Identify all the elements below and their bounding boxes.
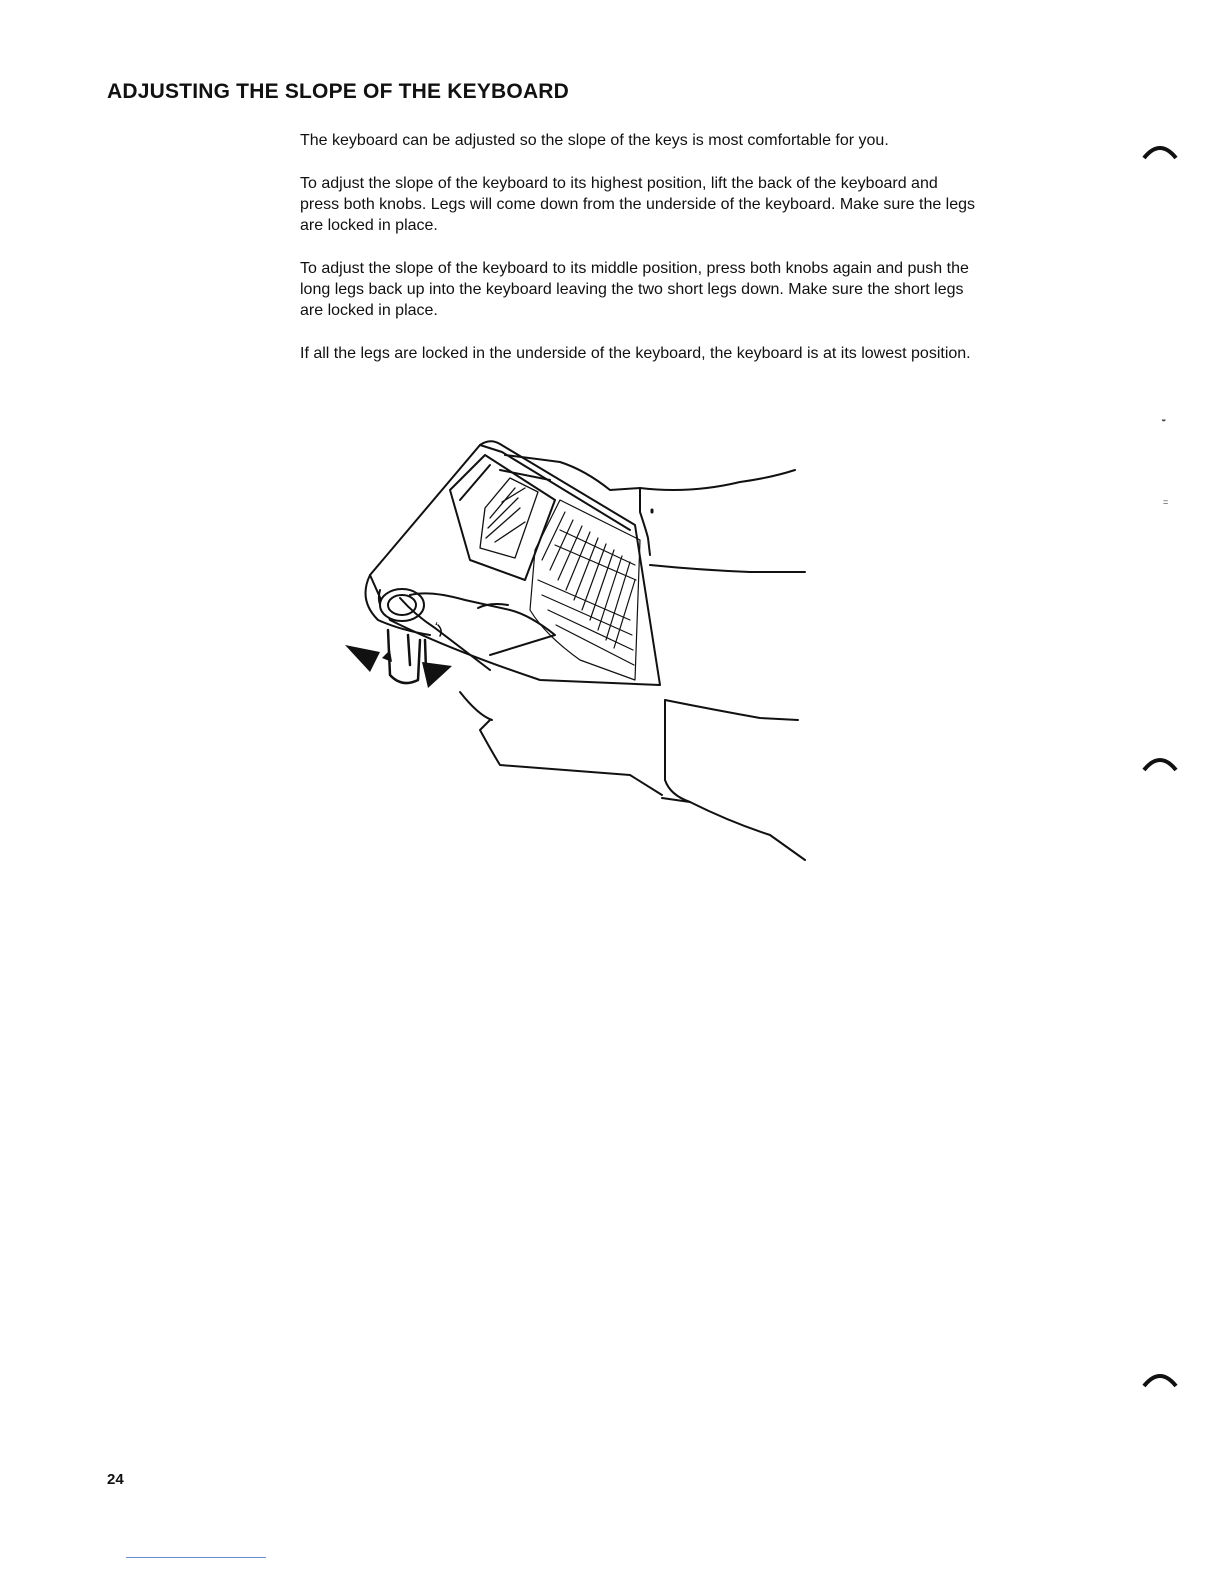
paragraph-highest-position: To adjust the slope of the keyboard to its highest position, lift the back of the keyboard and press both knobs. Legs will come down from the underside of the keyboard. Make sure the legs are locked in place. [300, 175, 976, 234]
paragraph-intro: The keyboard can be adjusted so the slope of the keys is most comfortable for you. [300, 132, 889, 149]
paragraph-middle-position: To adjust the slope of the keyboard to its middle position, press both knobs again and push the long legs back up into the keyboard leaving the two short legs down. Make sure the short legs are locked in place. [300, 260, 969, 319]
keyboard-illustration [330, 430, 820, 870]
scan-speck: = [1163, 497, 1169, 507]
sleeve-right [640, 470, 805, 860]
paragraph-lowest-position: If all the legs are locked in the underside of the keyboard, the keyboard is at its lowest position. [300, 345, 971, 362]
footer-rule [126, 1557, 266, 1558]
binder-hole-mark-2 [1142, 752, 1178, 774]
binder-hole-mark-3 [1142, 1368, 1178, 1390]
binder-hole-mark-1 [1142, 140, 1178, 162]
svg-text:ʻ: ʻ [434, 619, 438, 635]
scan-speck: ◒ [1161, 414, 1167, 424]
page-title: ADJUSTING THE SLOPE OF THE KEYBOARD [107, 80, 570, 103]
keyboard-legs [388, 630, 426, 683]
body-text [300, 130, 980, 386]
page-number: 24 [107, 1471, 124, 1488]
